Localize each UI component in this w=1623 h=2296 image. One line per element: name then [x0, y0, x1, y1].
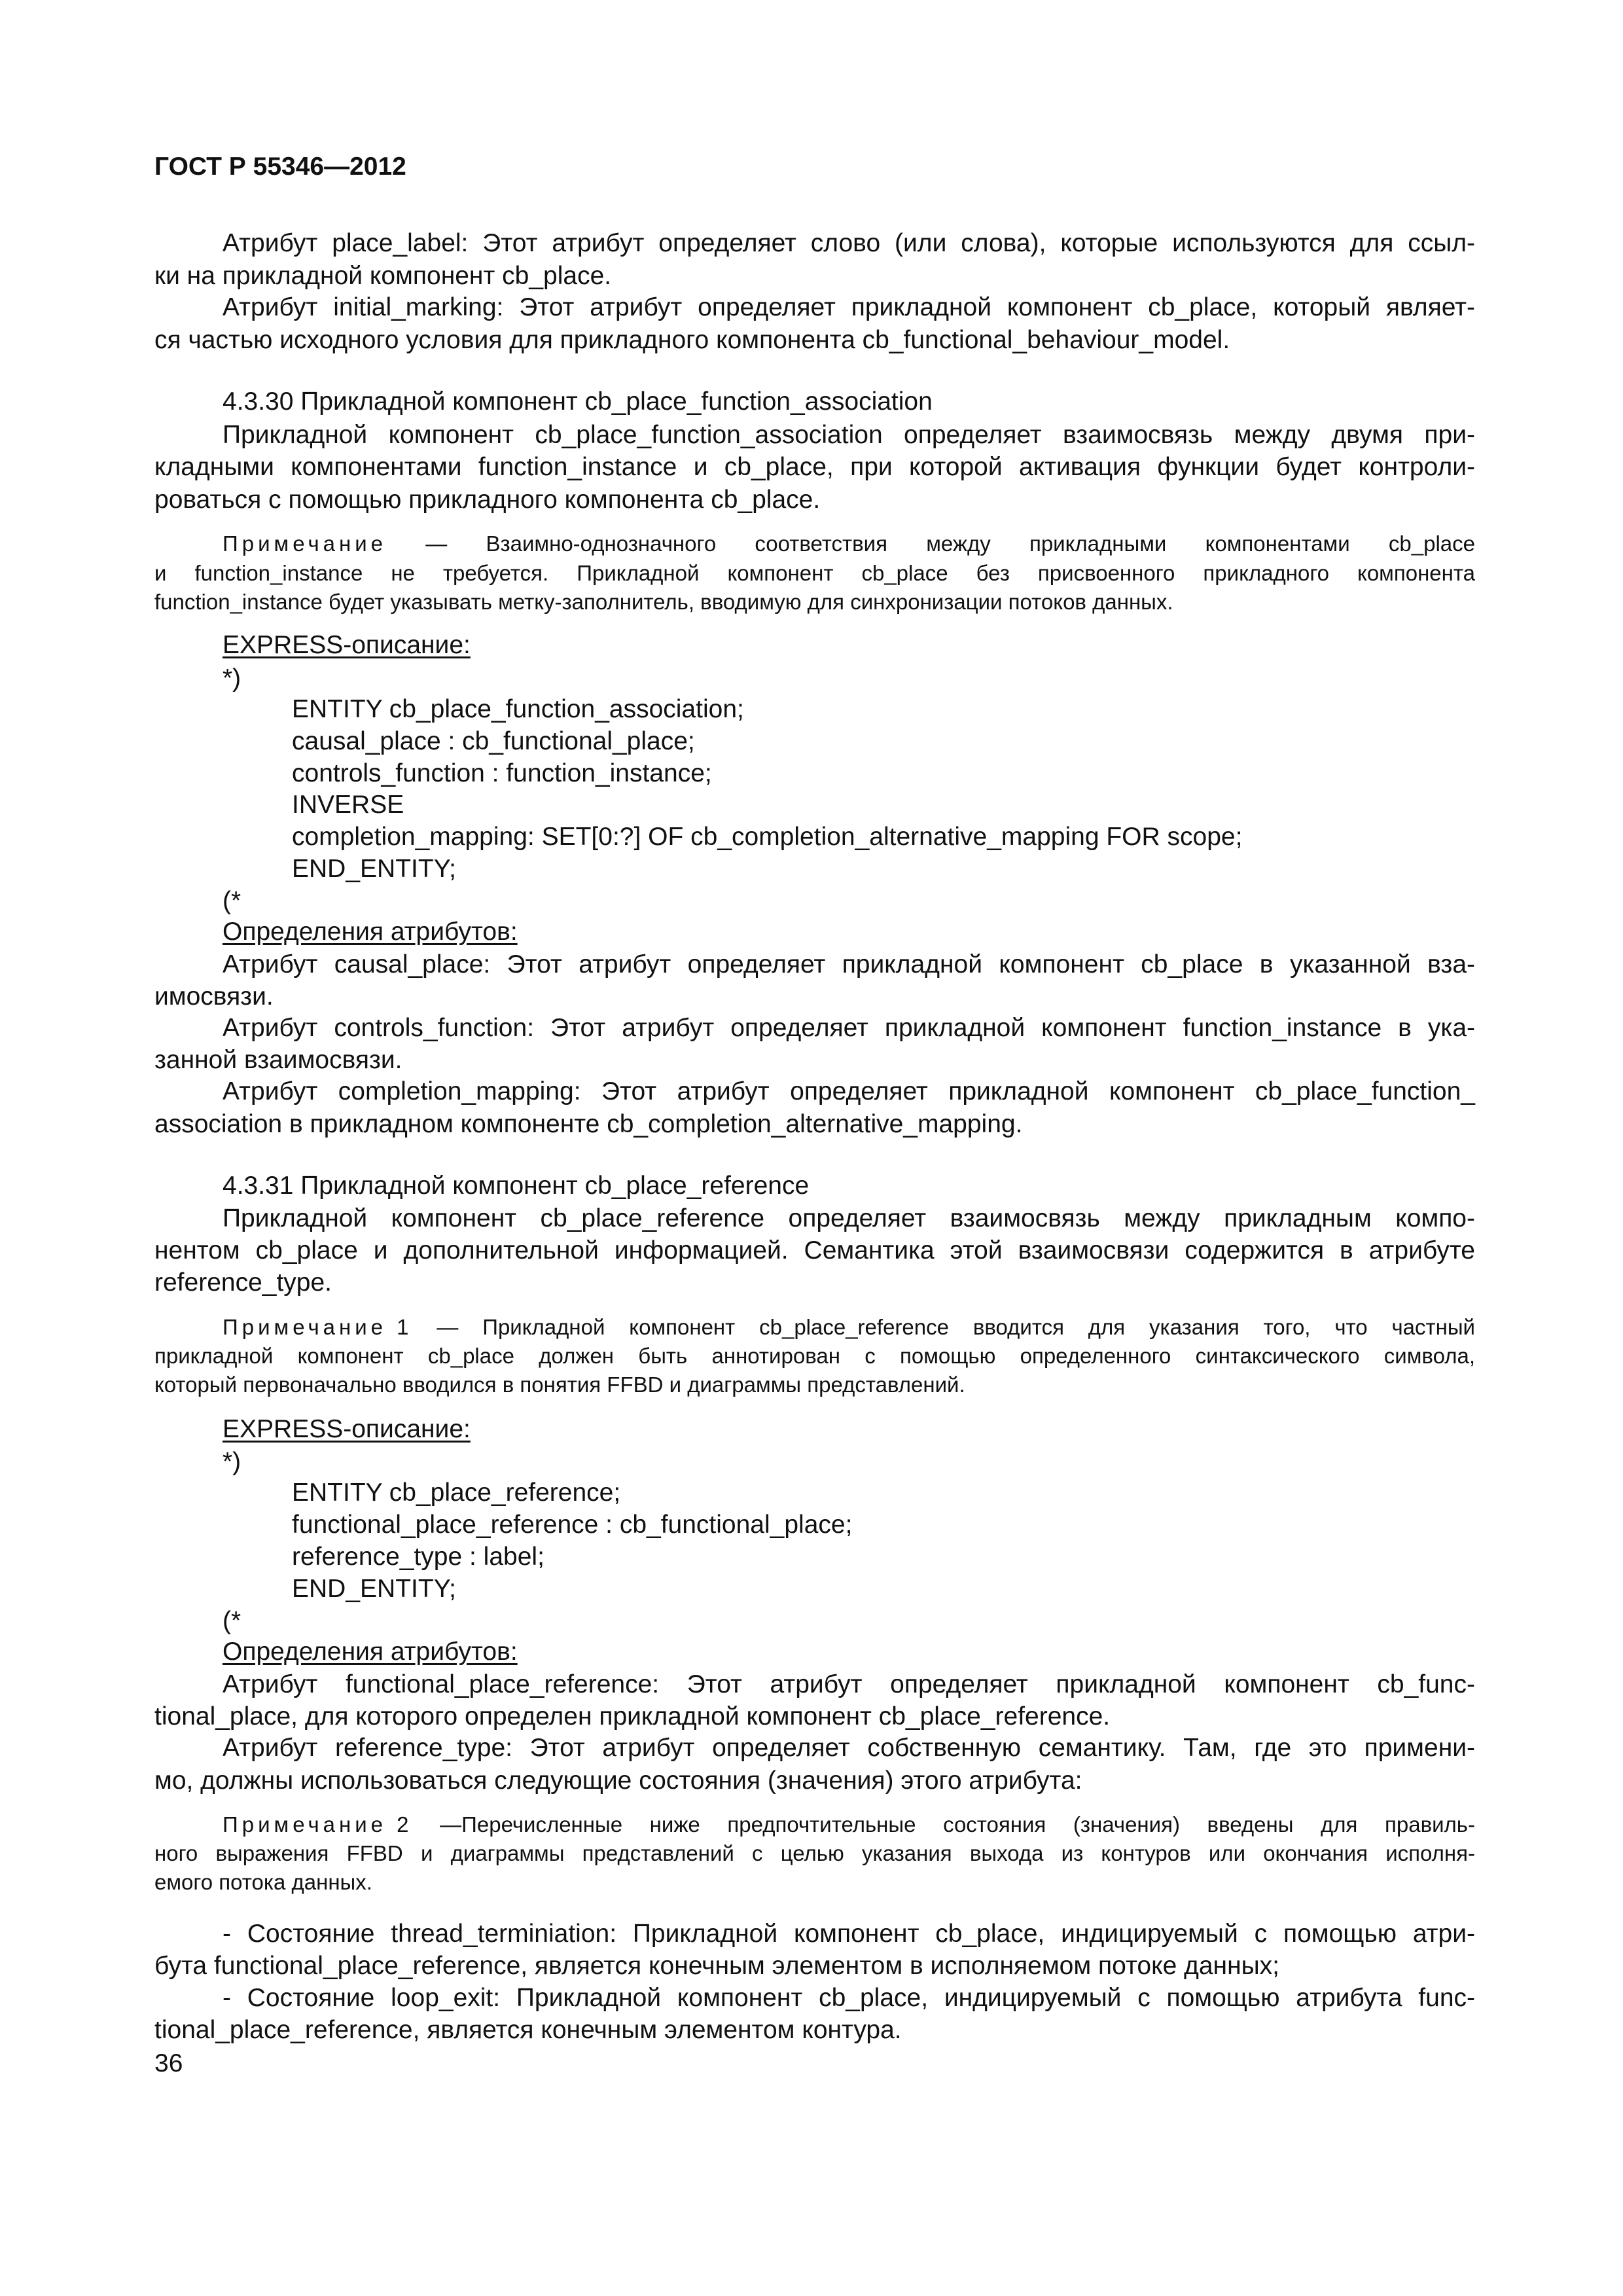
- s31-definitions-label: Определения атрибутов:: [223, 1638, 518, 1666]
- s31-note1-line-1: [223, 1316, 1475, 1338]
- s30-code-open: *): [223, 664, 241, 692]
- s31-list-item-1-line-2: бута functional_place_reference, является конечным элементом в исполняемом потоке данных;: [154, 1952, 1279, 1980]
- s30-definition-line-6: association в прикладном компоненте cb_completion_alternative_mapping.: [154, 1110, 1023, 1138]
- s30-definitions-label: Определения атрибутов:: [223, 918, 518, 946]
- s30-code-line-4: INVERSE: [292, 791, 404, 819]
- s31-paragraph-line-2: нентом cb_place и дополнительной информацией. Семантика этой взаимосвязи содержится в атрибуте: [154, 1236, 1475, 1265]
- s30-note-line-1: [223, 533, 1475, 554]
- section-4-3-31-heading: 4.3.31 Прикладной компонент cb_place_reference: [223, 1172, 810, 1200]
- s31-note2-line-1: [223, 1814, 1475, 1835]
- s31-definition-line-4: мо, должны использоваться следующие состояния (значения) этого атрибута:: [154, 1767, 1082, 1795]
- intro-line-2: ки на прикладной компонент cb_place.: [154, 262, 612, 290]
- s30-code-line-1: ENTITY cb_place_function_association;: [292, 695, 744, 723]
- s30-definition-line-5: Атрибут completion_mapping: Этот атрибут определяет прикладной компонент cb_place_function_: [223, 1077, 1475, 1105]
- s30-paragraph-line-1: Прикладной компонент cb_place_function_association определяет взаимосвязь между двумя при-: [223, 421, 1475, 449]
- s31-definition-line-2: tional_place, для которого определен прикладной компонент cb_place_reference.: [154, 1702, 1111, 1731]
- s31-code-open: *): [223, 1448, 241, 1476]
- s30-code-line-6: END_ENTITY;: [292, 855, 457, 883]
- s30-definition-line-3: Атрибут controls_function: Этот атрибут определяет прикладной компонент function_instance в ука-: [223, 1014, 1475, 1042]
- s30-paragraph-line-2: кладными компонентами function_instance и cb_place, при которой активация функции будет контроли-: [154, 453, 1475, 481]
- s31-code-line-2: functional_place_reference : cb_functional_place;: [292, 1511, 853, 1539]
- s30-definition-line-4: занной взаимосвязи.: [154, 1046, 402, 1074]
- s31-list-item-2-line-2: tional_place_reference, является конечным элементом контура.: [154, 2016, 902, 2044]
- s31-code-close: (*: [223, 1607, 241, 1635]
- s30-code-line-3: controls_function : function_instance;: [292, 759, 712, 787]
- s31-code-line-4: END_ENTITY;: [292, 1575, 457, 1603]
- s30-note-label: Примечание: [223, 531, 387, 556]
- s30-definition-line-2: имосвязи.: [154, 982, 274, 1011]
- s31-note1-line-3: который первоначально вводился в понятия FFBD и диаграммы представлений.: [154, 1372, 965, 1397]
- s30-paragraph-line-3: роваться с помощью прикладного компонента cb_place.: [154, 486, 821, 514]
- intro-line-1: Атрибут place_label: Этот атрибут определяет слово (или слова), которые используются для ссыл-: [223, 229, 1475, 257]
- s30-definition-line-1: Атрибут causal_place: Этот атрибут определяет прикладной компонент cb_place в указанной вза-: [223, 950, 1475, 978]
- s31-code-line-1: ENTITY cb_place_reference;: [292, 1479, 621, 1507]
- s31-express-label: EXPRESS-описание:: [223, 1415, 471, 1443]
- s30-note-line-3: function_instance будет указывать метку-заполнитель, вводимую для синхронизации потоков данных.: [154, 590, 1173, 614]
- s31-definition-line-3: Атрибут reference_type: Этот атрибут определяет собственную семантику. Там, где это примени-: [223, 1734, 1475, 1762]
- s31-paragraph-line-1: Прикладной компонент cb_place_reference определяет взаимосвязь между прикладным компо-: [223, 1204, 1475, 1232]
- s31-note2-label: Примечание 2: [223, 1812, 413, 1837]
- s30-express-label: EXPRESS-описание:: [223, 631, 471, 659]
- s31-code-line-3: reference_type : label;: [292, 1543, 544, 1571]
- intro-line-4: ся частью исходного условия для прикладного компонента cb_functional_behaviour_model.: [154, 326, 1230, 354]
- s31-note2-line-3: емого потока данных.: [154, 1870, 372, 1894]
- s31-note1-text-1: — Прикладной компонент cb_place_reference вводится для указания того, что частный: [412, 1315, 1475, 1339]
- standard-code-header: ГОСТ Р 55346—2012: [154, 152, 406, 181]
- page-number: 36: [154, 2049, 183, 2077]
- s30-code-line-2: causal_place : cb_functional_place;: [292, 727, 695, 755]
- intro-line-3: Атрибут initial_marking: Этот атрибут определяет прикладной компонент cb_place, который являет-: [223, 293, 1475, 321]
- s31-note2-text-1: —Перечисленные ниже предпочтительные состояния (значения) введены для правиль-: [412, 1812, 1475, 1837]
- s31-paragraph-line-3: reference_type.: [154, 1268, 332, 1297]
- s30-note-line-2: и function_instance не требуется. Прикладной компонент cb_place без присвоенного прикладного компонента: [154, 561, 1475, 585]
- s31-list-item-2-line-1: - Состояние loop_exit: Прикладной компонент cb_place, индицируемый с помощью атрибута func-: [223, 1984, 1475, 2012]
- s31-note1-line-2: прикладной компонент cb_place должен быть аннотирован с помощью определенного синтаксического символа,: [154, 1344, 1475, 1368]
- s30-code-close: (*: [223, 887, 241, 915]
- s31-note1-label: Примечание 1: [223, 1315, 413, 1339]
- s30-note-text-1: — Взаимно-однозначного соответствия между прикладными компонентами cb_place: [387, 531, 1475, 556]
- s30-code-line-5: completion_mapping: SET[0:?] OF cb_completion_alternative_mapping FOR scope;: [292, 823, 1243, 851]
- s31-list-item-1-line-1: - Состояние thread_terminiation: Прикладной компонент cb_place, индицируемый с помощью атри-: [223, 1920, 1475, 1948]
- section-4-3-30-heading: 4.3.30 Прикладной компонент cb_place_function_association: [223, 387, 933, 416]
- s31-definition-line-1: Атрибут functional_place_reference: Этот атрибут определяет прикладной компонент cb_func-: [223, 1670, 1475, 1698]
- s31-note2-line-2: ного выражения FFBD и диаграммы представлений с целью указания выхода из контуров или окончания исполня-: [154, 1841, 1475, 1865]
